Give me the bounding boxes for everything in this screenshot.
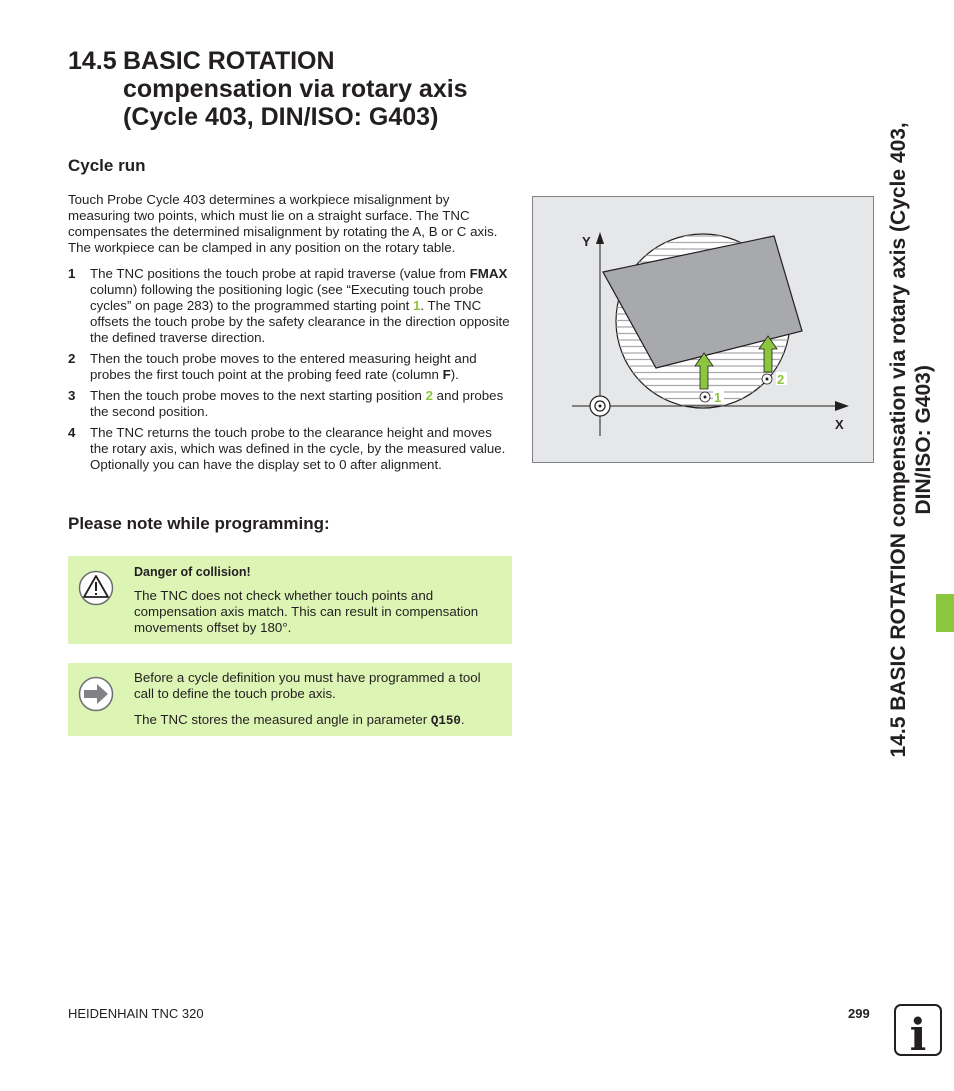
list-item [68,388,514,420]
step-number: 2 [68,351,76,366]
point-ref: 1 [413,298,421,313]
section-number: 14.5 [68,47,117,75]
side-tab [868,30,954,850]
page-title [123,47,543,131]
step-text: The TNC returns the touch probe to the clearance height and moves the rotary axis, which was defined in the cycle, by the measured value. Optionally you can have the display set to 0 after alignment. [90,425,506,472]
warning-text: The TNC does not check whether touch points and compensation axis match. This can result in compensation movements offset by 180°. [134,588,479,635]
notes-heading: Please note while programming: [68,514,330,533]
side-tab-line-2: DIN/ISO: G403) [912,365,935,515]
title-line-2: compensation via rotary axis [123,75,468,103]
step-number: 4 [68,425,76,440]
step-text: Then the touch probe moves to the next starting position [90,388,426,403]
touch-point-2-icon [762,374,772,384]
list-item [68,425,514,473]
note-text-2 [134,712,504,729]
footer-product: HEIDENHAIN TNC 320 [68,1006,204,1021]
rotation-figure [532,196,874,463]
step-text: Then the touch probe moves to the entered measuring height and probes the first touch point at the probing feed rate (column [90,351,477,382]
note-text: . [460,712,465,727]
step-number: 1 [68,266,76,281]
title-line-3: (Cycle 403, DIN/ISO: G403) [123,103,439,131]
cycle-run-intro: Touch Probe Cycle 403 determines a workpiece misalignment by measuring two points, which must lie on a straight surface. The TNC compensates the determined misalignment by rotating the A, B or C axis. The workpiece can be clamped in any position on the rotary table. [68,192,498,255]
step-bold: F [442,367,451,382]
page-number: 299 [848,1006,870,1021]
origin-marker-icon [590,396,610,416]
step-text: column) following the positioning logic (see “Executing touch probe cycles” on page 283) to the programmed starting point [90,282,484,313]
step-text: ). [450,367,459,382]
warning-title: Danger of collision! [134,565,251,579]
list-item [68,266,514,346]
note-text: The TNC stores the measured angle in parameter [134,712,431,727]
note-box [68,663,512,736]
info-glyph: i [909,1010,927,1056]
cycle-run-heading: Cycle run [68,156,146,175]
side-tab-line-1: 14.5 BASIC ROTATION compensation via rotary axis (Cycle 403, [887,122,910,758]
warning-box [68,556,512,644]
warning-icon [78,570,114,606]
step-number: 3 [68,388,76,403]
step-text: and probes the second position. [90,388,504,419]
touch-point-2-label: 2 [777,372,785,387]
note-text-1: Before a cycle definition you must have programmed a tool call to define the touch probe axis. [134,670,481,701]
list-item [68,351,514,383]
step-bold: FMAX [469,266,508,281]
y-axis-label: Y [582,234,591,249]
info-icon [894,1004,942,1056]
touch-point-1-label: 1 [714,390,722,405]
title-line-1: BASIC ROTATION [123,47,335,75]
param-name: Q150 [430,714,461,728]
cycle-steps-list [68,266,514,478]
point-ref: 2 [425,388,433,403]
side-tab-title [886,122,936,757]
touch-point-1-icon [700,392,710,402]
step-text: The TNC positions the touch probe at rapid traverse (value from [90,266,470,281]
arrow-right-icon [78,676,114,712]
x-axis-label: X [835,417,844,432]
step-text: . The TNC offsets the touch probe by the safety clearance in the direction opposite the defined traverse direction. [90,298,510,345]
